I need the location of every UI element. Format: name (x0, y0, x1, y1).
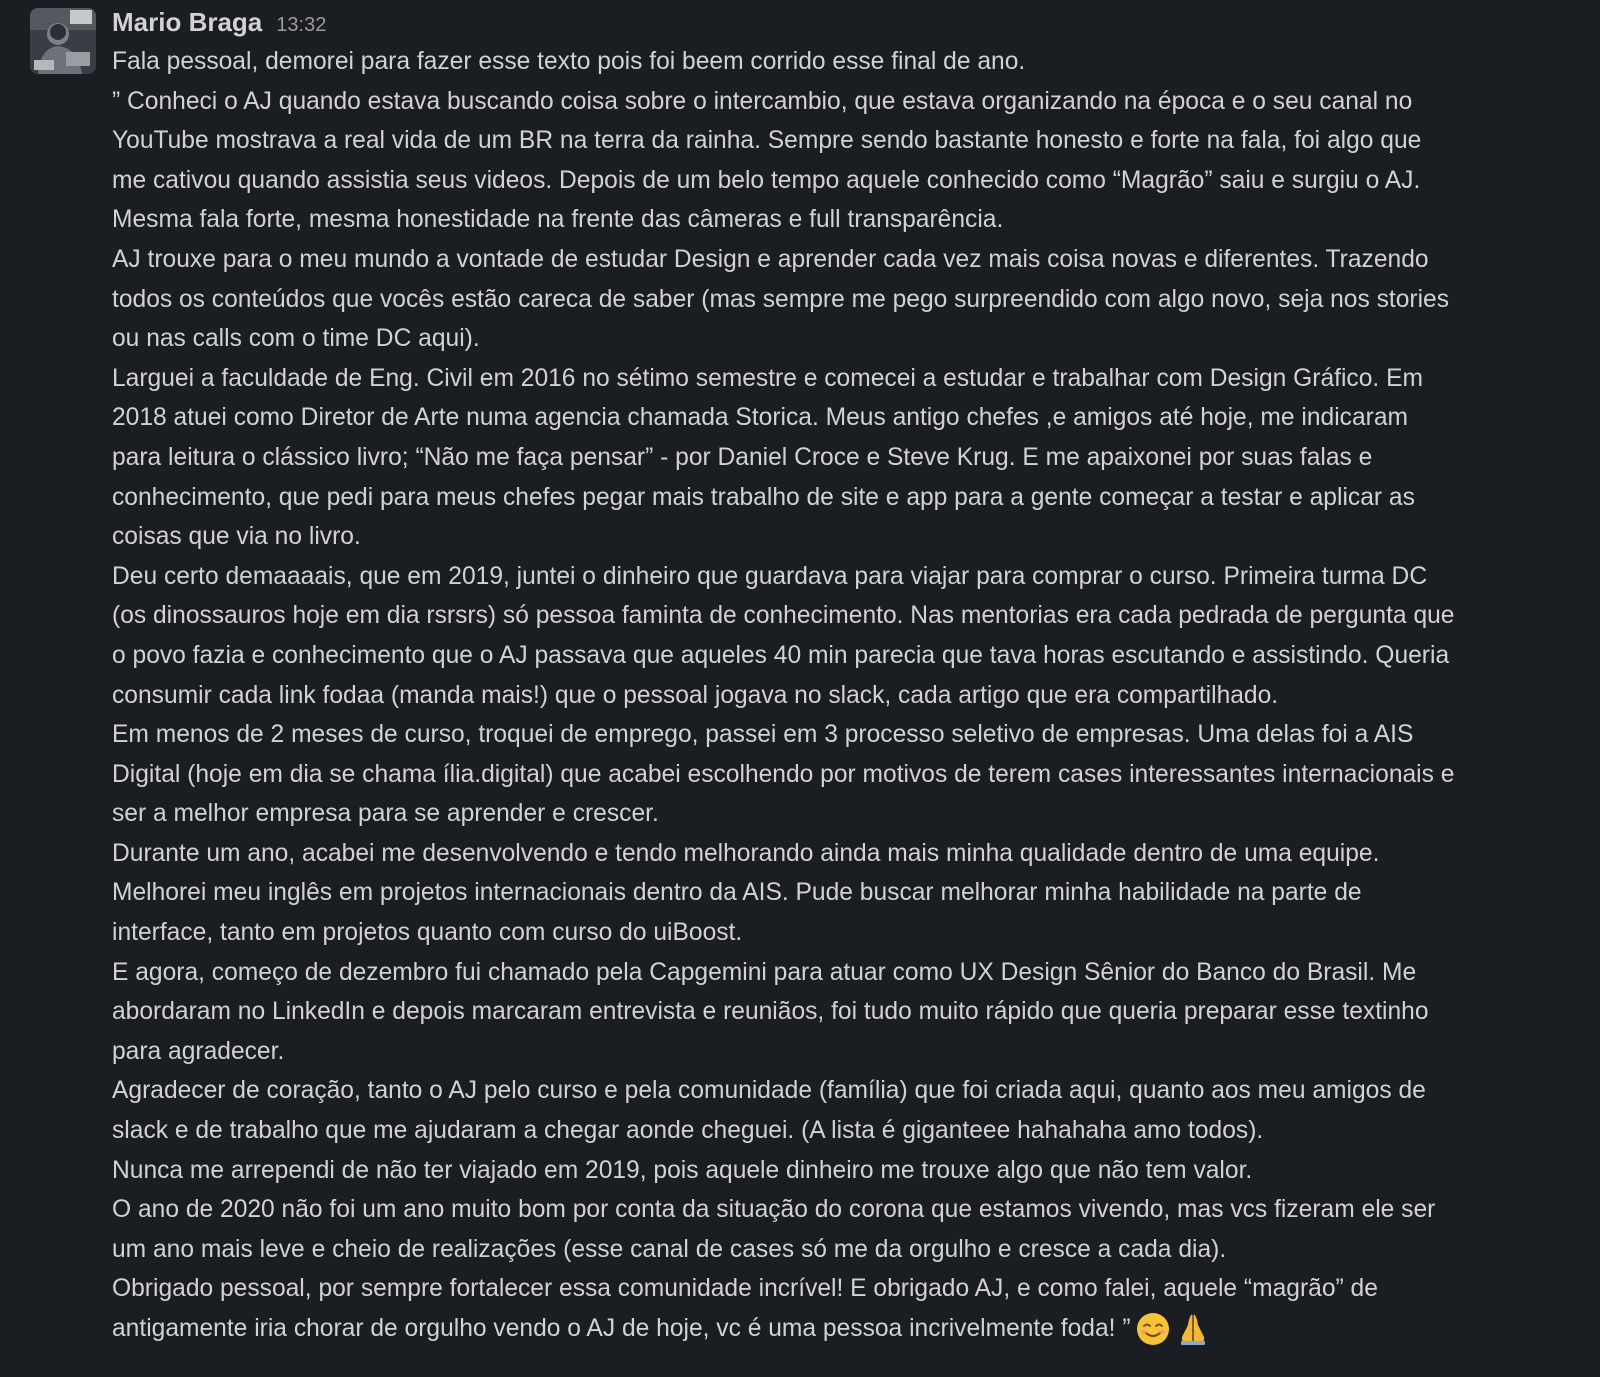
message-line: todos os conteúdos que vocês estão careca de saber (mas sempre me pego surpreendido com algo novo, seja nos stories (112, 285, 1450, 313)
message-line: AJ trouxe para o meu mundo a vontade de estudar Design e aprender cada vez mais coisa novas e diferentes. Trazendo (112, 245, 1429, 273)
message-body (112, 42, 1572, 1349)
message-line: consumir cada link fodaa (manda mais!) que o pessoal jogava no slack, cada artigo que era compartilhado. (112, 681, 1279, 709)
message-line: Mesma fala forte, mesma honestidade na frente das câmeras e full transparência. (112, 206, 1004, 234)
message-line: ou nas calls com o time DC aqui). (112, 325, 480, 353)
message-line: O ano de 2020 não foi um ano muito bom por conta da situação do corona que estamos vivendo, mas vcs fizeram ele ser (112, 1196, 1436, 1224)
message-line: conhecimento, que pedi para meus chefes pegar mais trabalho de site e app para a gente começar a testar e aplicar as (112, 483, 1415, 511)
message-line: para leitura o clássico livro; “Não me faça pensar” - por Daniel Croce e Steve Krug. E me apaixonei por suas falas e (112, 443, 1373, 471)
message-line: (os dinossauros hoje em dia rsrsrs) só pessoa faminta de conhecimento. Nas mentorias era cada pedrada de pergunta que (112, 602, 1455, 630)
message-line: Agradecer de coração, tanto o AJ pelo curso e pela comunidade (família) que foi criada aqui, quanto aos meu amigos de (112, 1077, 1426, 1105)
message-line: YouTube mostrava a real vida de um BR na terra da rainha. Sempre sendo bastante honesto e forte na fala, foi algo que (112, 127, 1422, 155)
message-line: Obrigado pessoal, por sempre fortalecer essa comunidade incrível! E obrigado AJ, e como falei, aquele “magrão” de (112, 1275, 1378, 1303)
message-line: ” Conheci o AJ quando estava buscando coisa sobre o intercambio, que estava organizando na época e o seu canal no (112, 87, 1413, 115)
message-line-last (112, 1309, 1572, 1349)
message-line: Larguei a faculdade de Eng. Civil em 2016 no sétimo semestre e comecei a estudar e trabalhar com Design Gráfico. Em (112, 364, 1423, 392)
message-line: Melhorei meu inglês em projetos internacionais dentro da AIS. Pude buscar melhorar minha habilidade na parte de (112, 879, 1362, 907)
avatar[interactable] (30, 8, 96, 74)
message-line: o povo fazia e conhecimento que o AJ passava que aqueles 40 min parecia que tava horas escutando e assistindo. Queria (112, 641, 1450, 669)
avatar-photo (30, 8, 96, 74)
message-line: interface, tanto em projetos quanto com curso do uiBoost. (112, 919, 743, 947)
message-line: E agora, começo de dezembro fui chamado pela Capgemini para atuar como UX Design Sênior do Banco do Brasil. Me (112, 958, 1417, 986)
message-line-text: antigamente iria chorar de orgulho vendo o AJ de hoje, vc é uma pessoa incrivelmente foda! ” (112, 1315, 1131, 1342)
message-line: slack e de trabalho que me ajudaram a chegar aonde cheguei. (A lista é giganteee hahahaha amo todos). (112, 1117, 1264, 1145)
folded-hands-icon[interactable] (1175, 1311, 1211, 1347)
message-header (112, 2, 326, 42)
message-line: Em menos de 2 meses de curso, troquei de emprego, passei em 3 processo seletivo de empresas. Uma delas foi a AIS (112, 721, 1414, 749)
message-line: 2018 atuei como Diretor de Arte numa agencia chamada Storica. Meus antigo chefes ,e amigos até hoje, me indicaram (112, 404, 1408, 432)
message-line: para agradecer. (112, 1037, 285, 1065)
message-line: Fala pessoal, demorei para fazer esse texto pois foi beem corrido esse final de ano. (112, 48, 1026, 75)
author-name[interactable]: Mario Braga (112, 7, 263, 37)
message-line: Digital (hoje em dia se chama ília.digital) que acabei escolhendo por motivos de terem cases interessantes internacionais e (112, 760, 1455, 788)
message-line: ser a melhor empresa para se aprender e crescer. (112, 800, 659, 828)
relieved-smile-icon[interactable] (1135, 1311, 1171, 1347)
message-line: Nunca me arrependi de não ter viajado em 2019, pois aquele dinheiro me trouxe algo que não tem valor. (112, 1156, 1253, 1184)
message-line: abordaram no LinkedIn e depois marcaram entrevista e reuniãos, foi tudo muito rápido que queria preparar esse textinho (112, 998, 1429, 1026)
message-line: coisas que via no livro. (112, 523, 361, 551)
message-line: um ano mais leve e cheio de realizações (esse canal de cases só me da orgulho e cresce a cada dia). (112, 1235, 1227, 1263)
message-line: Deu certo demaaaais, que em 2019, juntei o dinheiro que guardava para viajar para comprar o curso. Primeira turma DC (112, 562, 1428, 590)
message-line: Durante um ano, acabei me desenvolvendo e tendo melhorando ainda mais minha qualidade dentro de uma equipe. (112, 839, 1380, 867)
message-line: me cativou quando assistia seus videos. Depois de um belo tempo aquele conhecido como “Magrão” saiu e surgiu o AJ. (112, 166, 1421, 194)
timestamp[interactable]: 13:32 (276, 14, 327, 36)
